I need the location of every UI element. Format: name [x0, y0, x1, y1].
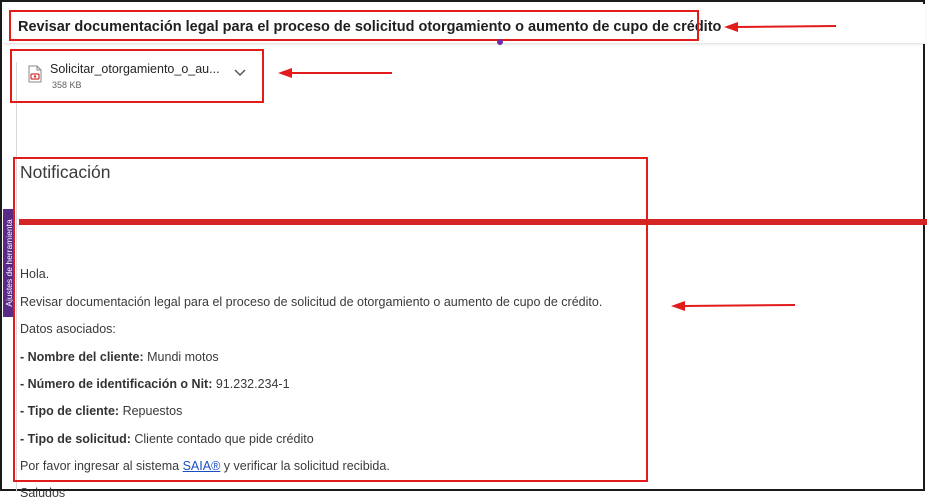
attachment-file-size: 358 KB — [52, 80, 82, 90]
message-text: Revisar documentación legal para el proceso de solicitud de otorgamiento o aumento de cupo de crédito. — [20, 295, 603, 309]
field-label: - Nombre del cliente: — [20, 350, 144, 364]
associated-data-header: Datos asociados: — [20, 322, 116, 336]
field-label: - Tipo de cliente: — [20, 404, 120, 418]
annotation-arrow-attachment — [278, 67, 393, 79]
attachment-file-name[interactable]: Solicitar_otorgamiento_o_au... — [50, 62, 220, 76]
field-label: - Número de identificación o Nit: — [20, 377, 213, 391]
closing-suffix: y verificar la solicitud recibida. — [223, 459, 390, 473]
greeting-text: Hola. — [20, 267, 50, 281]
annotation-box-subject — [9, 10, 699, 41]
field-value: Cliente contado que pide crédito — [134, 432, 314, 446]
field-value: 91.232.234-1 — [215, 377, 290, 391]
annotation-box-attachment — [10, 49, 264, 103]
field-label: - Tipo de solicitud: — [20, 432, 131, 446]
annotation-box-notification — [13, 157, 648, 482]
signoff-text: Saludos — [20, 486, 66, 500]
annotation-arrow-subject — [724, 21, 839, 33]
indicator-dot — [497, 39, 503, 45]
closing-prefix: Por favor ingresar al sistema — [20, 459, 180, 473]
annotation-arrow-notification — [671, 300, 796, 312]
field-value: Repuestos — [122, 404, 183, 418]
tool-settings-tab-label: Ajustes de herramienta — [4, 219, 14, 307]
saia-link[interactable]: SAIA® — [182, 459, 221, 473]
email-subject: Revisar documentación legal para el proceso de solicitud otorgamiento o aumento de cupo de crédito — [18, 19, 722, 35]
notification-title: Notificación — [20, 162, 111, 182]
field-value: Mundi motos — [147, 350, 219, 364]
